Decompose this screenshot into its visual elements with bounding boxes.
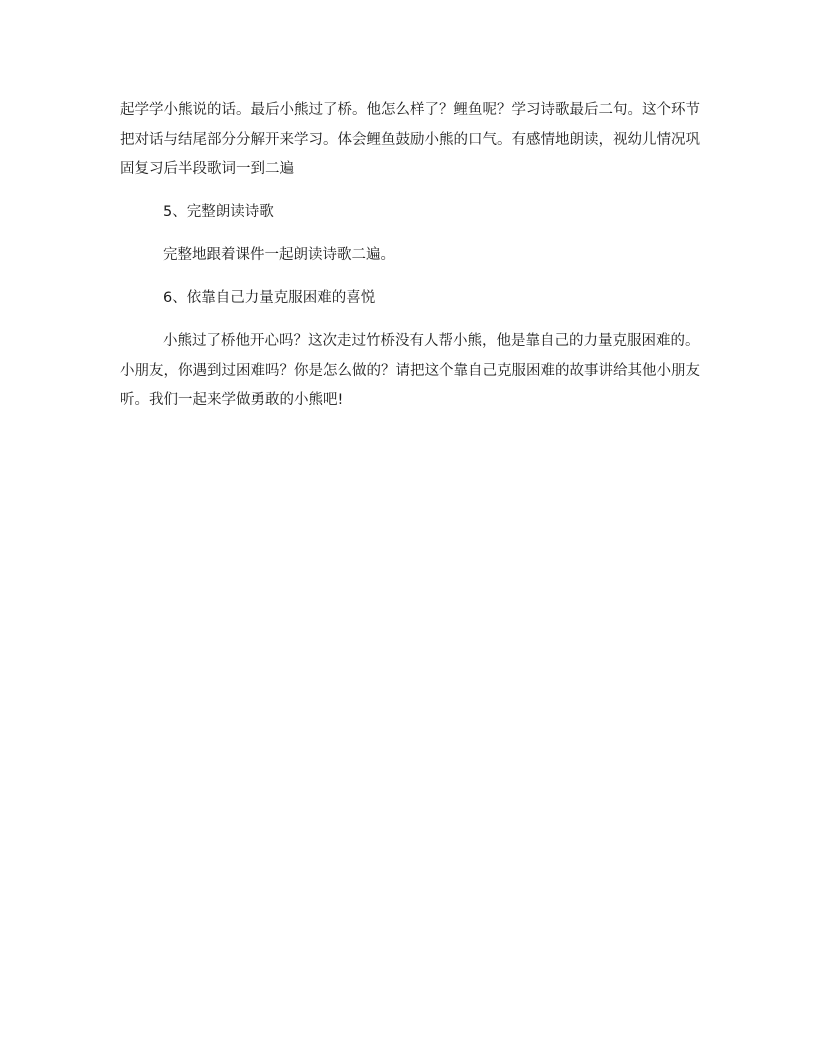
- paragraph-overcome-difficulty: 小熊过了桥他开心吗？这次走过竹桥没有人帮小熊，他是靠自己的力量克服困难的。小朋友，你遇到过困难吗？你是怎么做的？请把这个靠自己克服困难的故事讲给其他小朋友听。我们一起来学做勇敢的小熊吧!: [120, 333, 700, 408]
- document-body: [120, 96, 704, 416]
- section-heading-5: 5、完整朗读诗歌: [163, 204, 274, 220]
- section-heading-6: 6、依靠自己力量克服困难的喜悦: [163, 290, 376, 306]
- paragraph-read-poem: 完整地跟着课件一起朗读诗歌二遍。: [163, 247, 395, 263]
- paragraph-continued: 起学学小熊说的话。最后小熊过了桥。他怎么样了？鲤鱼呢？学习诗歌最后二句。这个环节把对话与结尾部分分解开来学习。体会鲤鱼鼓励小熊的口气。有感情地朗读，视幼儿情况巩固复习后半段歌词一到二遍: [120, 102, 700, 177]
